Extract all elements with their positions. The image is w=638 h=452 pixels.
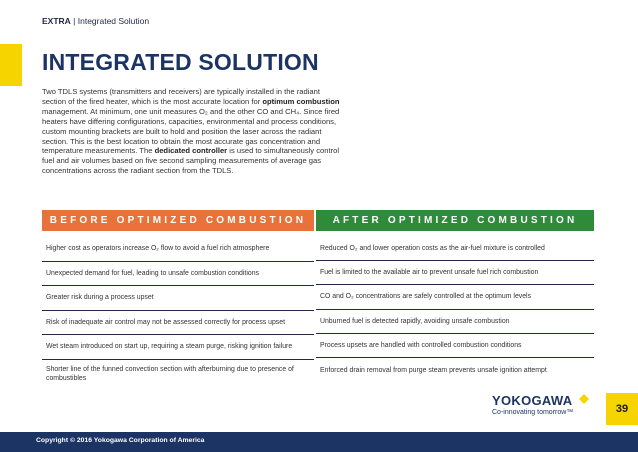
page-number: 39 [606, 393, 638, 425]
list-item: Enforced drain removal from purge steam prevents unsafe ignition attempt [320, 366, 547, 374]
before-heading: BEFORE OPTIMIZED COMBUSTION [42, 210, 314, 231]
list-item: Higher cost as operators increase O₂ flow to avoid a fuel rich atmosphere [42, 237, 314, 262]
list-item: Reduced O₂ and lower operation costs as the air-fuel mixture is controlled [316, 237, 594, 261]
logo-tagline: Co-innovating tomorrow™ [492, 409, 574, 416]
after-list [316, 237, 594, 382]
page-title: INTEGRATED SOLUTION [42, 49, 319, 75]
list-item: Unburned fuel is detected rapidly, avoiding unsafe combustion [316, 310, 594, 334]
logo-wordmark: YOKOGAWA [492, 393, 573, 408]
footer-bar [0, 432, 638, 452]
intro-text-1: Two TDLS systems (transmitters and receivers) are typically installed in the radiant section of the fired heater, which is the most accurate location for [42, 87, 320, 106]
list-item: Shorter line of the funned convection section with afterburning due to presence of combustibles [46, 365, 294, 382]
list-item: Fuel is limited to the available air to prevent unsafe fuel rich combustion [316, 261, 594, 285]
yokogawa-logo [492, 393, 573, 416]
after-column [316, 210, 594, 382]
intro-text-3: is used to simultaneously control fuel and air volumes based on five second sampling measurements of average gas concentrations across the radiant section from the TDLS. [42, 146, 340, 176]
list-item: CO and O₂ concentrations are safely controlled at the optimum levels [316, 285, 594, 309]
accent-bar [0, 44, 22, 86]
before-list [42, 237, 314, 388]
copyright-text: Copyright © 2016 Yokogawa Corporation of America [36, 437, 205, 444]
section-name: EXTRA [42, 16, 71, 26]
intro-paragraph [42, 87, 342, 176]
intro-bold-1: optimum combustion [262, 96, 340, 106]
list-item: Risk of inadequate air control may not be assessed correctly for process upset [42, 311, 314, 336]
list-item: Wet steam introduced on start up, requiring a steam purge, risking ignition failure [42, 335, 314, 360]
list-item: Process upsets are handled with controlled combustion conditions [316, 334, 594, 358]
intro-text-2: management. At minimum, one unit measures O₂ and the other CO and CH₄. Since fired heaters have differing configurations, capacities, environmental and process conditions, custom mounting brackets are built to hold and position the laser across the radiant section. This is the best location to obtain the most accurate gas concentration and temperature measurements. The [42, 106, 340, 156]
yokogawa-diamond-icon [579, 394, 589, 404]
list-item: Unexpected demand for fuel, leading to unsafe combustion conditions [42, 262, 314, 287]
after-heading: AFTER OPTIMIZED COMBUSTION [316, 210, 594, 231]
breadcrumb-separator: | [70, 16, 78, 26]
section-breadcrumb [42, 16, 149, 26]
intro-bold-2: dedicated controller [154, 146, 228, 156]
subsection-name: Integrated Solution [77, 16, 150, 26]
list-item: Greater risk during a process upset [42, 286, 314, 311]
before-column [42, 210, 314, 388]
